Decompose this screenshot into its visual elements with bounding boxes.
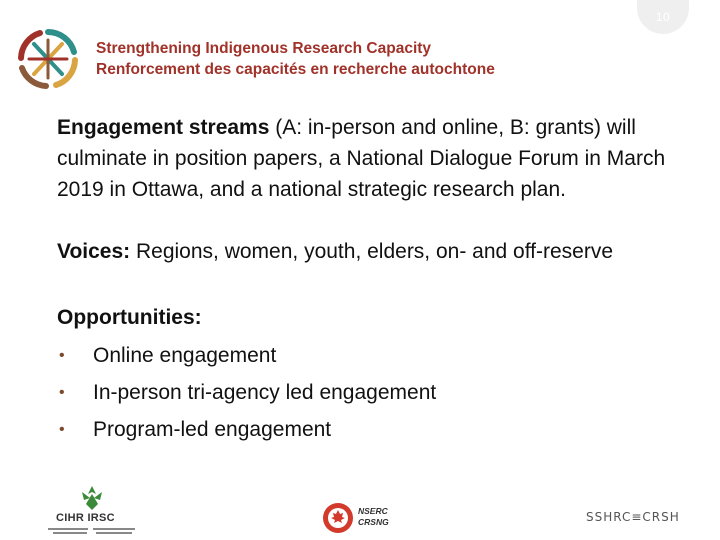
list-item: [57, 337, 697, 374]
engagement-lead: Engagement streams: [57, 116, 270, 139]
bullet-icon: •: [59, 421, 65, 438]
bullet-icon: •: [59, 347, 65, 364]
engagement-text: (A: in-person and online, B: grants) will culminate in position papers, a National Dialogue Forum in March 2019 in Ottawa, and a national strategic research plan.: [57, 116, 666, 201]
voices-lead: Voices:: [57, 240, 131, 263]
sshrc-wordmark: SSHRC≡CRSH: [586, 510, 680, 524]
page-number: 10: [637, 0, 689, 34]
cihr-leaf-icon: [72, 484, 112, 514]
opportunities-heading: Opportunities:: [57, 306, 202, 329]
opportunities-list: [57, 337, 697, 448]
nserc-logo: [322, 500, 402, 536]
cihr-logo: [38, 484, 148, 538]
list-item-label: Online engagement: [93, 344, 277, 367]
cihr-fine-print-icon: [48, 527, 138, 535]
list-item: [57, 411, 697, 448]
list-item: [57, 374, 697, 411]
circular-weave-logo-icon: [12, 26, 84, 92]
nserc-wordmark: [358, 506, 389, 528]
bullet-icon: •: [59, 384, 65, 401]
list-item-label: Program-led engagement: [93, 418, 332, 441]
slide-body: [57, 112, 697, 448]
header-title-french: Renforcement des capacités en recherche autochtone: [96, 61, 495, 78]
list-item-label: In-person tri-agency led engagement: [93, 381, 437, 404]
opportunities-section: [57, 298, 697, 448]
voices-text: Regions, women, youth, elders, on- and off-reserve: [130, 240, 614, 263]
nserc-line-1: NSERC: [358, 506, 388, 516]
voices-paragraph: [57, 236, 697, 267]
header-title-english: Strengthening Indigenous Research Capacity: [96, 40, 432, 57]
cihr-wordmark: CIHR IRSC: [56, 512, 115, 524]
engagement-paragraph: [57, 112, 697, 205]
maple-leaf-icon: [322, 502, 354, 534]
nserc-line-2: CRSNG: [358, 517, 389, 527]
